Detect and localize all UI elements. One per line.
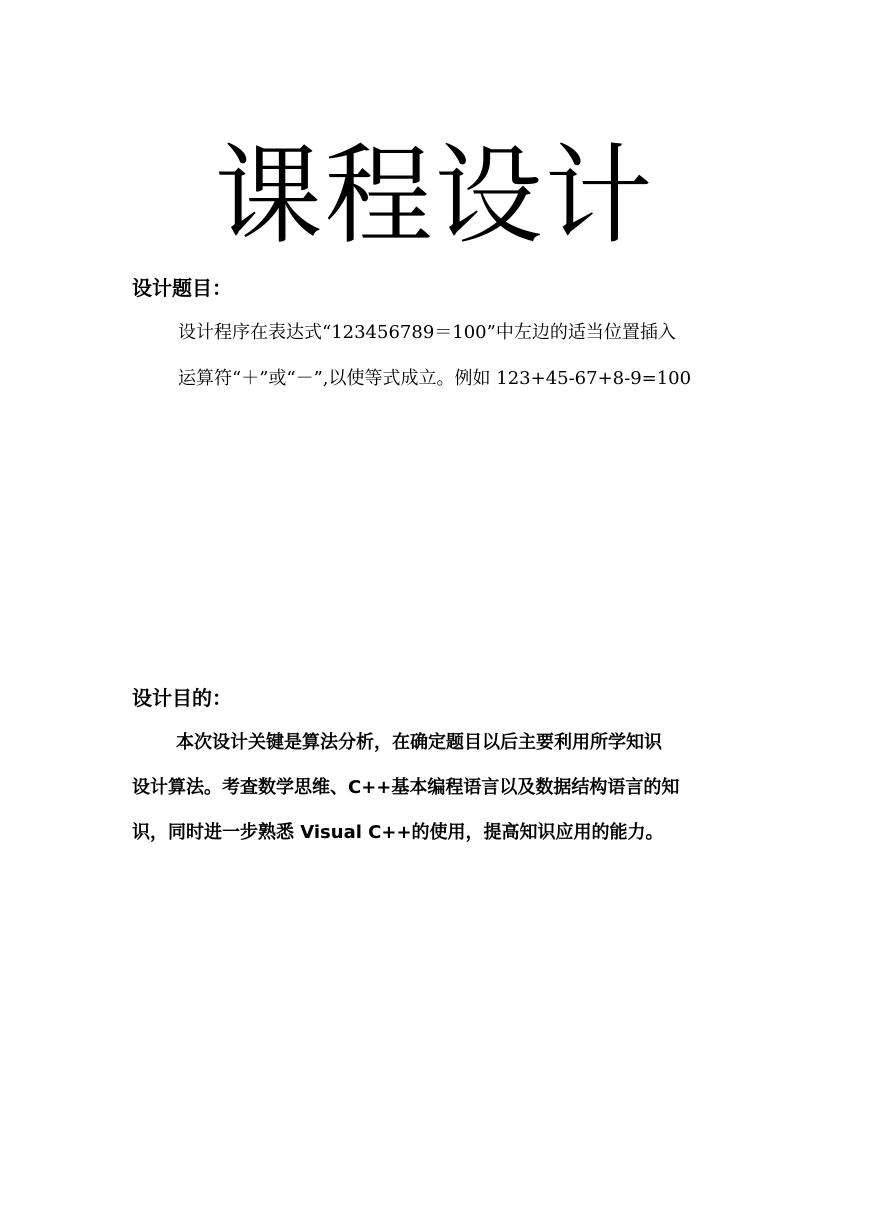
page-title: 课程设计 xyxy=(214,134,655,259)
topic-text-line: 运算符“＋”或“－”,以使等式成立。例如 123+45-67+8-9=100 xyxy=(178,368,692,389)
purpose-text-line: 识，同时进一步熟悉 Visual C++的使用，提高知识应用的能力。 xyxy=(132,822,664,843)
topic-text-line: 设计程序在表达式“123456789＝100”中左边的适当位置插入 xyxy=(178,322,676,343)
purpose-heading: 设计目的： xyxy=(132,686,232,710)
purpose-text-line: 本次设计关键是算法分析，在确定题目以后主要利用所学知识 xyxy=(176,732,662,753)
topic-heading: 设计题目： xyxy=(132,276,232,300)
purpose-text-line: 设计算法。考查数学思维、C++基本编程语言以及数据结构语言的知 xyxy=(132,777,680,798)
